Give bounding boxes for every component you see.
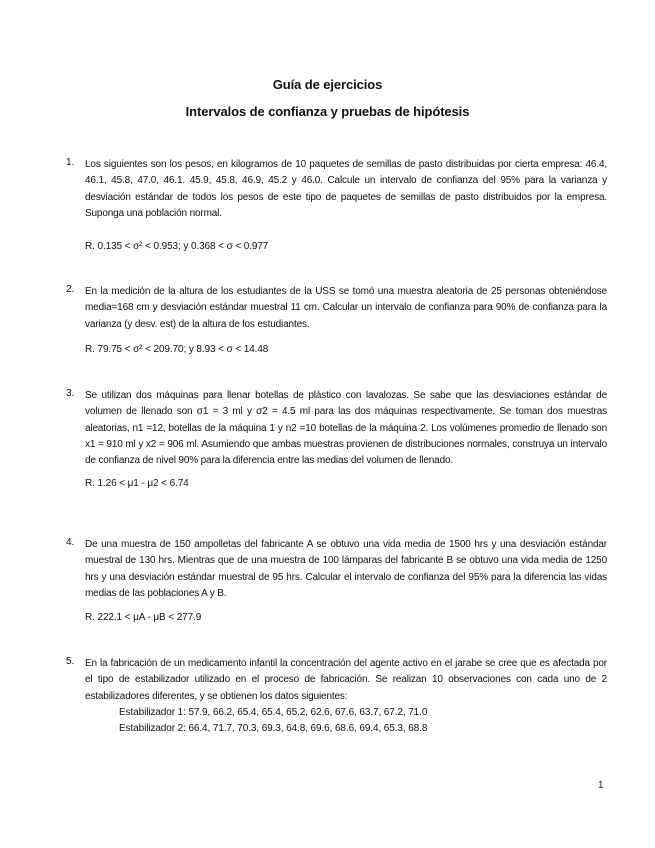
exercise-answer: R. 1.26 < μ1 - μ2 < 6.74 xyxy=(85,478,189,490)
exercise-4 xyxy=(66,537,607,625)
page-subtitle: Intervalos de confianza y pruebas de hipótesis xyxy=(185,104,470,119)
data-line-stabilizer-1: Estabilizador 1: 57.9, 66.2, 65.4, 65.4, 65.2, 62.6, 67.6, 63.7, 67.2, 71.0 xyxy=(119,706,428,718)
exercise-1 xyxy=(66,157,607,254)
exercise-5 xyxy=(66,656,607,737)
exercise-text: En la medición de la altura de los estudiantes de la USS se tomó una muestra aleatoria de 25 personas obteniéndose media=168 cm y desviación estándar muestral 11 cm. Calcular un intervalo de confianza para 90% de confianza para la varianza (y desv. est) de la altura de los estudiantes. xyxy=(85,286,607,330)
exercise-number: 2. xyxy=(66,284,75,295)
exercise-answer: R. 79.75 < σ² < 209.70; y 8.93 < σ < 14.48 xyxy=(85,343,269,355)
page-title: Guía de ejercicios xyxy=(272,77,383,92)
data-line-stabilizer-2: Estabilizador 2: 66.4, 71.7, 70.3, 69.3, 64.8, 69.6, 68.6, 69.4, 65.3, 68.8 xyxy=(119,722,428,734)
exercise-number: 4. xyxy=(66,537,75,548)
exercise-answer: R. 222.1 < μA - μB < 277.9 xyxy=(85,612,202,624)
exercise-text: En la fabricación de un medicamento infantil la concentración del agente activo en el jarabe se cree que es afectada por el tipo de estabilizador utilizado en el proceso de fabricación. Se realizan 10 observaciones con cada uno de 2 estabilizadores diferentes, y se obtienen los datos siguientes: xyxy=(85,658,607,702)
exercise-text: De una muestra de 150 ampolletas del fabricante A se obtuvo una vida media de 1500 hrs y una desviación estándar muestral de 130 hrs. Mientras que de una muestra de 100 lámparas del fabricante B se obtuvo una vida media de 1250 hrs y una desviación estándar muestral de 95 hrs. Calcular el intervalo de confianza del 95% para la diferencia las vidas medias de las poblaciones A y B. xyxy=(85,539,607,599)
exercise-answer: R. 0.135 < σ² < 0.953; y 0.368 < σ < 0.977 xyxy=(85,241,269,253)
exercise-number: 3. xyxy=(66,388,75,399)
exercise-number: 1. xyxy=(66,157,75,168)
exercise-text: Se utilizan dos máquinas para llenar botellas de plástico con lavalozas. Se sabe que las desviaciones estándar de volumen de llenado son σ1 = 3 ml y σ2 = 4.5 ml para las dos máquinas respectivamente. Se toman dos muestras aleatorias, n1 =12, botellas de la máquina 1 y n2 =10 botellas de la máquina 2. Los volúmenes promedio de llenado son x1 = 910 ml y x2 = 906 ml. Asumiendo que ambas muestras provienen de distribuciones normales, construya un intervalo de confianza de nivel 90% para la diferencia entre las medias del volumen de llenado. xyxy=(85,390,607,467)
page-number: 1 xyxy=(598,780,604,791)
exercise-text: Los siguientes son los pesos, en kilogramos de 10 paquetes de semillas de pasto distribuidas por cierta empresa: 46.4, 46.1, 45.8, 47.0, 46.1. 45.9, 45.8, 46.9, 45.2 y 46.0. Calcule un intervalo de confianza del 95% para la varianza y desviación estándar de todos los pesos de este tipo de paquetes de semillas de pasto distribuidos por la empresa. Suponga una población normal. xyxy=(85,159,607,219)
exercise-3 xyxy=(66,388,607,491)
exercise-number: 5. xyxy=(66,656,75,667)
exercise-2 xyxy=(66,284,607,357)
